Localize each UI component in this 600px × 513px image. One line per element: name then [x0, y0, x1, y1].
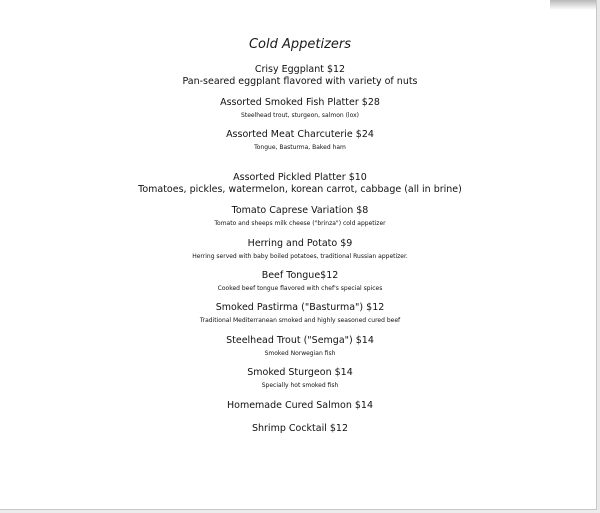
menu-item-name: Herring and Potato $9 — [247, 238, 353, 249]
menu-item-description: Tongue, Basturma, Baked ham — [254, 144, 346, 151]
menu-item-name: Beef Tongue$12 — [261, 270, 339, 281]
menu-item-name: Assorted Pickled Platter $10 — [233, 172, 367, 183]
section-title: Cold Appetizers — [248, 37, 352, 52]
menu-item-meat-charcuterie — [0, 129, 600, 152]
menu-item-name: Smoked Pastirma ("Basturma") $12 — [215, 302, 385, 313]
menu-item-smoked-pastirma — [0, 302, 600, 325]
menu-item-name: Homemade Cured Salmon $14 — [226, 400, 373, 411]
menu-item-name: Crisy Eggplant $12 — [254, 64, 346, 75]
menu-item-name: Shrimp Cocktail $12 — [251, 423, 349, 434]
menu-item-pickled-platter — [0, 172, 600, 196]
menu-item-description: Traditional Mediterranean smoked and highly seasoned cured beef — [199, 317, 401, 324]
page-corner-shadow — [550, 0, 596, 10]
menu-item-description: Pan-seared eggplant flavored with variety of nuts — [182, 76, 418, 87]
menu-item-description: Tomatoes, pickles, watermelon, korean carrot, cabbage (all in brine) — [138, 184, 462, 195]
menu-item-name: Assorted Meat Charcuterie $24 — [226, 129, 374, 140]
menu-item-smoked-sturgeon — [0, 367, 600, 390]
menu-item-description: Cooked beef tongue flavored with chef's special spices — [217, 285, 383, 292]
menu-item-name: Smoked Sturgeon $14 — [247, 367, 353, 378]
menu-item-tomato-caprese — [0, 205, 600, 228]
menu-item-cured-salmon — [0, 400, 600, 412]
menu-item-herring-potato — [0, 238, 600, 261]
menu-item-crisy-eggplant — [0, 64, 600, 88]
menu-item-description: Smoked Norwegian fish — [264, 350, 336, 357]
menu-item-description: Steelhead trout, sturgeon, salmon (lox) — [241, 112, 359, 119]
menu-item-name: Steelhead Trout ("Semga") $14 — [226, 335, 374, 346]
menu-item-description: Herring served with baby boiled potatoes, traditional Russian appetizer. — [192, 253, 408, 260]
menu-item-name: Tomato Caprese Variation $8 — [231, 205, 369, 216]
menu-item-shrimp-cocktail — [0, 423, 600, 435]
menu-item-name: Assorted Smoked Fish Platter $28 — [220, 97, 380, 108]
menu-item-description: Tomato and sheeps milk cheese ("brinza") cold appetizer — [214, 220, 386, 227]
menu-item-beef-tongue — [0, 270, 600, 293]
menu-item-description: Specially hot smoked fish — [261, 382, 339, 389]
menu-item-steelhead-trout — [0, 335, 600, 358]
menu-item-smoked-fish-platter — [0, 97, 600, 120]
